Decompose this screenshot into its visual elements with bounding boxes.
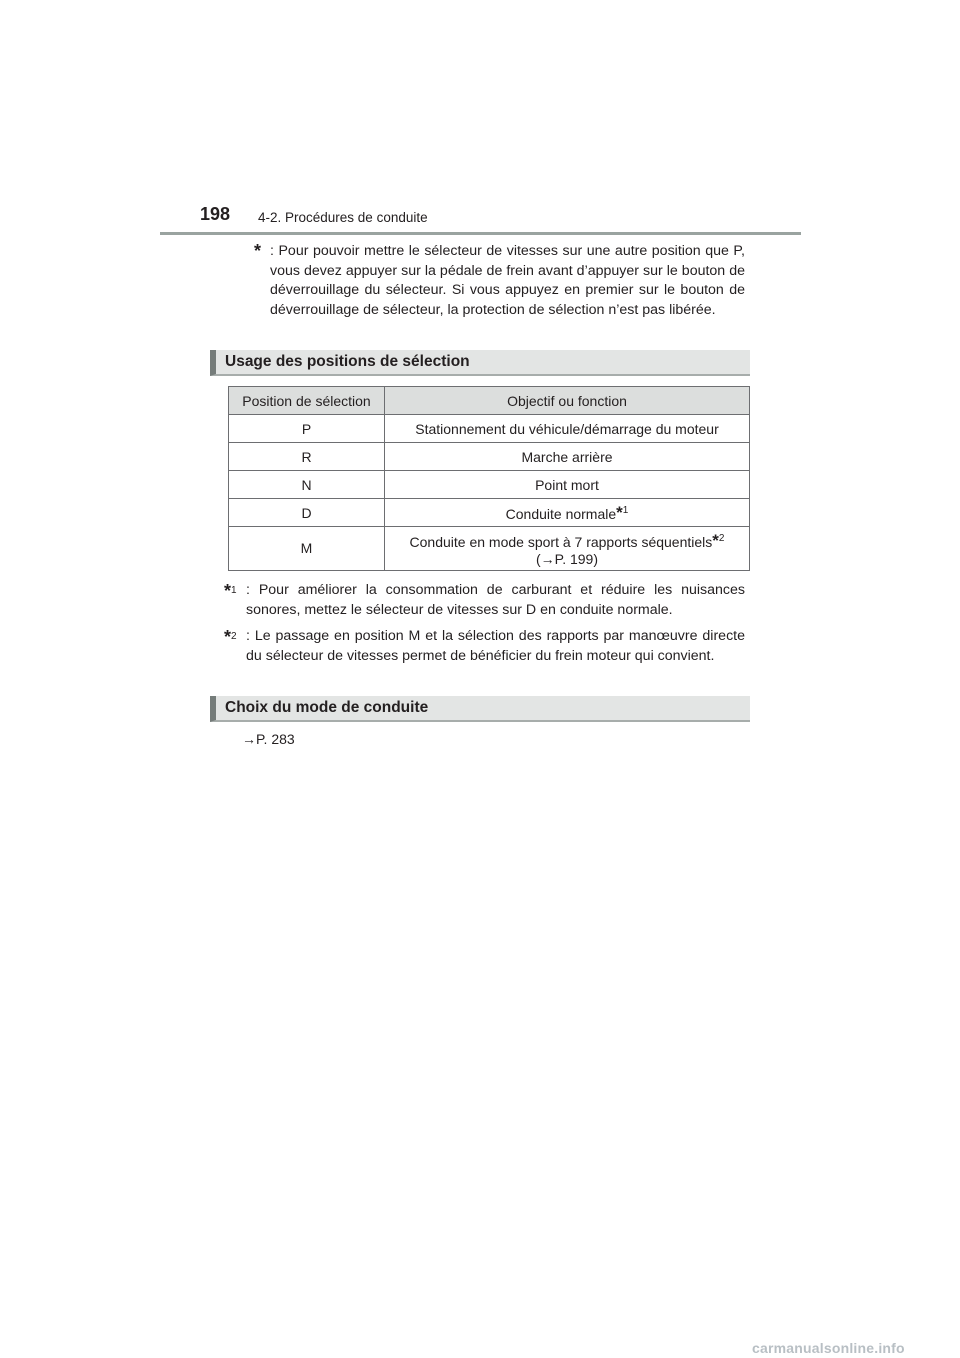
- table-cell-position: N: [229, 471, 385, 499]
- footnote-marker: *: [616, 502, 623, 522]
- drive-mode-page-reference[interactable]: →P. 283: [242, 731, 295, 747]
- table-row: [229, 415, 750, 443]
- table-cell-function: [385, 527, 750, 571]
- section-heading-drive-mode-label: Choix du mode de conduite: [225, 699, 429, 716]
- table-cell-position: P: [229, 415, 385, 443]
- section-heading-usage: [210, 350, 750, 376]
- section-heading-usage-label: Usage des positions de sélection: [225, 353, 470, 370]
- note-star: [224, 242, 745, 320]
- table-row: [229, 527, 750, 571]
- note-star-text: : Pour pouvoir mettre le sélecteur de vitesses sur une autre position que P, vous devez appuyer sur la pédale de frein avant d’appuyer sur le bouton de déverrouillage du sélecteur. Si vous appuyez en premier sur le bouton de déverrouillage de sélecteur, la protection de sélection n’est pas libérée.: [270, 243, 745, 318]
- section-heading-drive-mode: [210, 696, 750, 722]
- note-star-marker: *: [254, 241, 262, 261]
- table-cell-position: D: [229, 499, 385, 527]
- footnote-2-text: : Le passage en position M et la sélection des rapports par manœuvre directe du sélecteur de vitesses permet de bénéficier du frein moteur qui convient.: [246, 628, 745, 664]
- function-text: Conduite en mode sport à 7 rapports séquentiels: [409, 533, 713, 550]
- table-cell-function: [385, 499, 750, 527]
- table-header-row: [229, 387, 750, 415]
- table-row: [229, 443, 750, 471]
- footnote-2-marker: *$^2$: [224, 627, 237, 647]
- function-text: Conduite normale: [505, 505, 617, 522]
- table-cell-position: R: [229, 443, 385, 471]
- shift-positions-table: [228, 386, 750, 571]
- footnote-1-text: : Pour améliorer la consommation de carburant et réduire les nuisances sonores, mettez le sélecteur de vitesses sur D en conduite normale.: [246, 582, 745, 618]
- footnote-1-marker: *$^1$: [224, 581, 237, 601]
- table-row: [229, 499, 750, 527]
- table-cell-function: Stationnement du véhicule/démarrage du moteur: [385, 415, 750, 443]
- watermark: carmanualsonline.info: [752, 1340, 905, 1356]
- chapter-title: 4-2. Procédures de conduite: [258, 210, 428, 225]
- footnote-1: [224, 581, 745, 620]
- page-reference-link[interactable]: (→P. 199): [536, 550, 598, 567]
- page-number: 198: [200, 204, 231, 224]
- table-cell-function: Marche arrière: [385, 443, 750, 471]
- footnote-number: 2: [718, 532, 725, 544]
- footnote-number: 1: [622, 504, 629, 516]
- table-cell-position: M: [229, 527, 385, 571]
- footnote-marker: *: [712, 530, 719, 550]
- table-header-function: Objectif ou fonction: [385, 387, 750, 415]
- table-cell-function: Point mort: [385, 471, 750, 499]
- header-rule: [160, 232, 801, 235]
- footnote-2: [224, 627, 745, 666]
- table-row: [229, 471, 750, 499]
- table-header-position: Position de sélection: [229, 387, 385, 415]
